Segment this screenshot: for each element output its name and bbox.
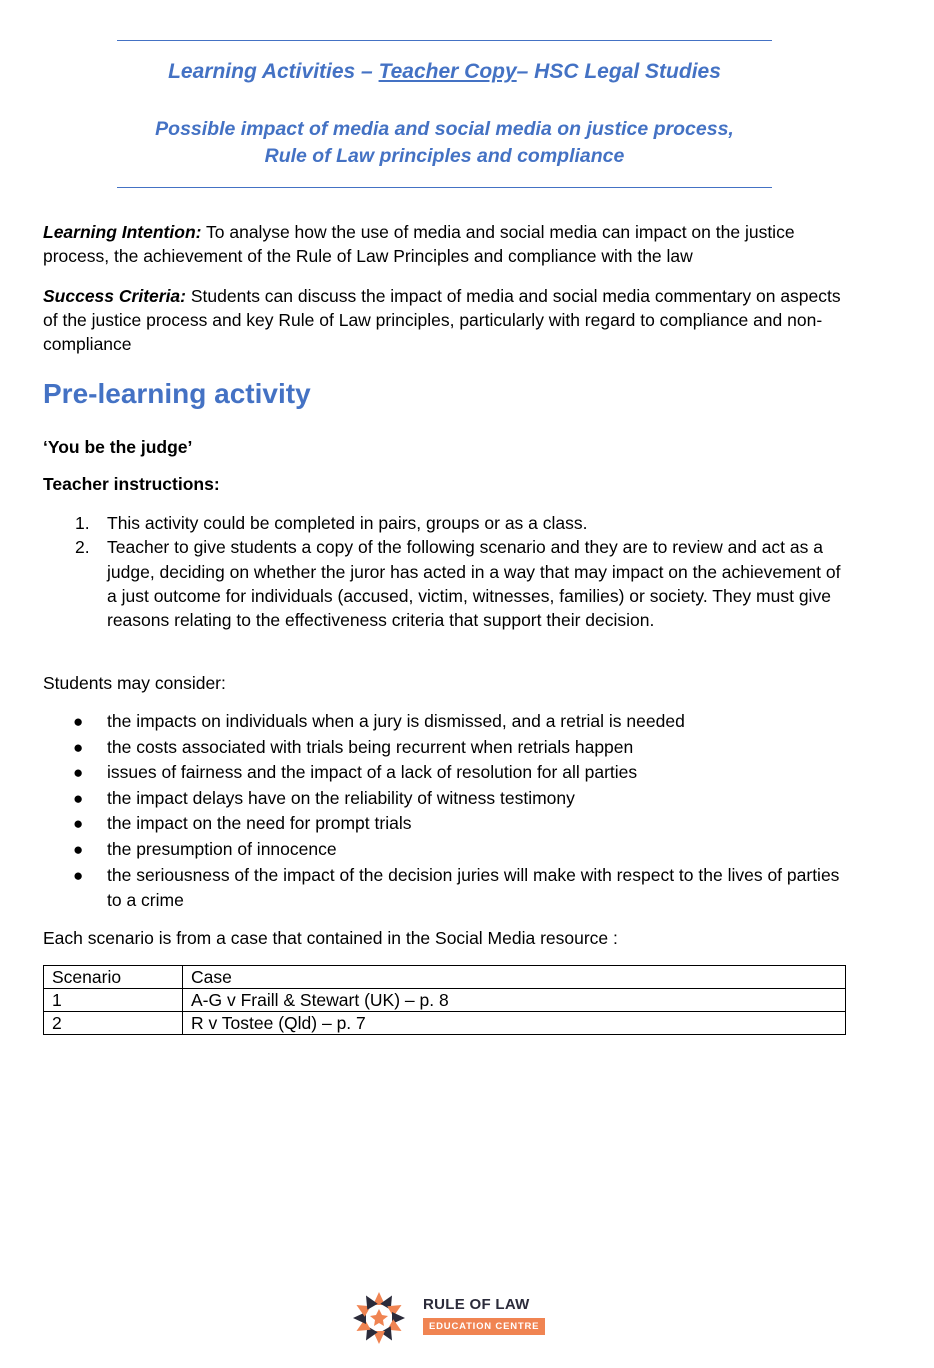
bullet-icon: ● <box>73 763 84 783</box>
bullet-icon: ● <box>73 865 84 885</box>
table-row <box>44 1012 846 1035</box>
success-criteria-text: Students can discuss the impact of media and social media commentary on aspects of the justice process and key Rule of Law principles, particularly with regard to compliance and non-compliance <box>43 286 841 354</box>
logo-tagline: EDUCATION CENTRE <box>423 1318 545 1335</box>
instruction-step <box>43 535 843 632</box>
title-part-2: – HSC Legal Studies <box>516 60 721 83</box>
page-subtitle <box>117 116 772 170</box>
learning-intention-label: Learning Intention: <box>43 222 202 242</box>
top-divider <box>117 40 772 41</box>
consideration-item: ● the impact delays have on the reliability of witness testimony <box>43 786 853 812</box>
page-title <box>117 59 772 85</box>
bullet-icon: ● <box>73 737 84 757</box>
section-heading: Pre-learning activity <box>43 378 311 409</box>
success-criteria-label: Success Criteria: <box>43 286 186 306</box>
consideration-item: ● the impacts on individuals when a jury is dismissed, and a retrial is needed <box>43 709 853 735</box>
step-text: Teacher to give students a copy of the following scenario and they are to review and act as a judge, deciding on whether the juror has acted in a way that may impact on the achievement of a just outcome for individuals (accused, victim, witnesses, families) or society. They must give reasons relating to the effectiveness criteria that support their decision. <box>107 537 841 631</box>
footer-logo <box>349 1290 549 1346</box>
consideration-item: ● the impact on the need for prompt trials <box>43 811 853 837</box>
bullet-icon: ● <box>73 788 84 808</box>
bullet-icon: ● <box>73 839 84 859</box>
consideration-item: ● the presumption of innocence <box>43 837 853 863</box>
bullet-icon: ● <box>73 814 84 834</box>
step-number: 2. <box>75 537 90 558</box>
consideration-item: ● issues of fairness and the impact of a lack of resolution for all parties <box>43 760 853 786</box>
bullet-icon: ● <box>73 712 84 731</box>
learning-intention-text: To analyse how the use of media and social media can impact on the justice process, the achievement of the Rule of Law Principles and compliance with the law <box>43 222 795 266</box>
instructions-title: Teacher instructions: <box>43 474 220 494</box>
consideration-item: ● the seriousness of the impact of the decision juries will make with respect to the lives of parties to a crime <box>73 864 840 911</box>
instruction-steps <box>43 511 843 632</box>
success-criteria <box>43 284 853 356</box>
subtitle-line-2: Rule of Law principles and compliance <box>264 145 625 167</box>
step-number: 1. <box>75 513 90 533</box>
activity-title: ‘You be the judge’ <box>43 437 193 457</box>
learning-intention <box>43 220 853 268</box>
consider-intro: Students may consider: <box>43 673 226 693</box>
header-cell-scenario: Scenario <box>44 966 183 989</box>
cell-case: R v Tostee (Qld) – p. 7 <box>183 1012 846 1035</box>
consideration-list <box>43 709 853 914</box>
step-text: This activity could be completed in pairs, groups or as a class. <box>107 513 588 533</box>
subtitle-line-1: Possible impact of media and social media on justice process, <box>155 118 734 140</box>
header-cell-case: Case <box>183 966 846 989</box>
logo-name: RULE OF LAW <box>423 1296 530 1313</box>
star-burst-logo-icon <box>349 1290 409 1346</box>
instruction-step <box>43 511 843 535</box>
scenario-table <box>43 965 846 1035</box>
cell-scenario: 1 <box>44 989 183 1012</box>
cell-scenario: 2 <box>44 1012 183 1035</box>
consideration-item: ● the costs associated with trials being recurrent when retrials happen <box>43 735 853 761</box>
scenario-intro: Each scenario is from a case that contained in the Social Media resource : <box>43 928 618 948</box>
title-part-1: Learning Activities – <box>168 60 379 83</box>
table-row <box>44 989 846 1012</box>
title-underlined: Teacher Copy <box>378 60 517 83</box>
bottom-divider <box>117 187 772 188</box>
cell-case: A-G v Fraill & Stewart (UK) – p. 8 <box>183 989 846 1012</box>
table-header-row <box>44 966 846 989</box>
